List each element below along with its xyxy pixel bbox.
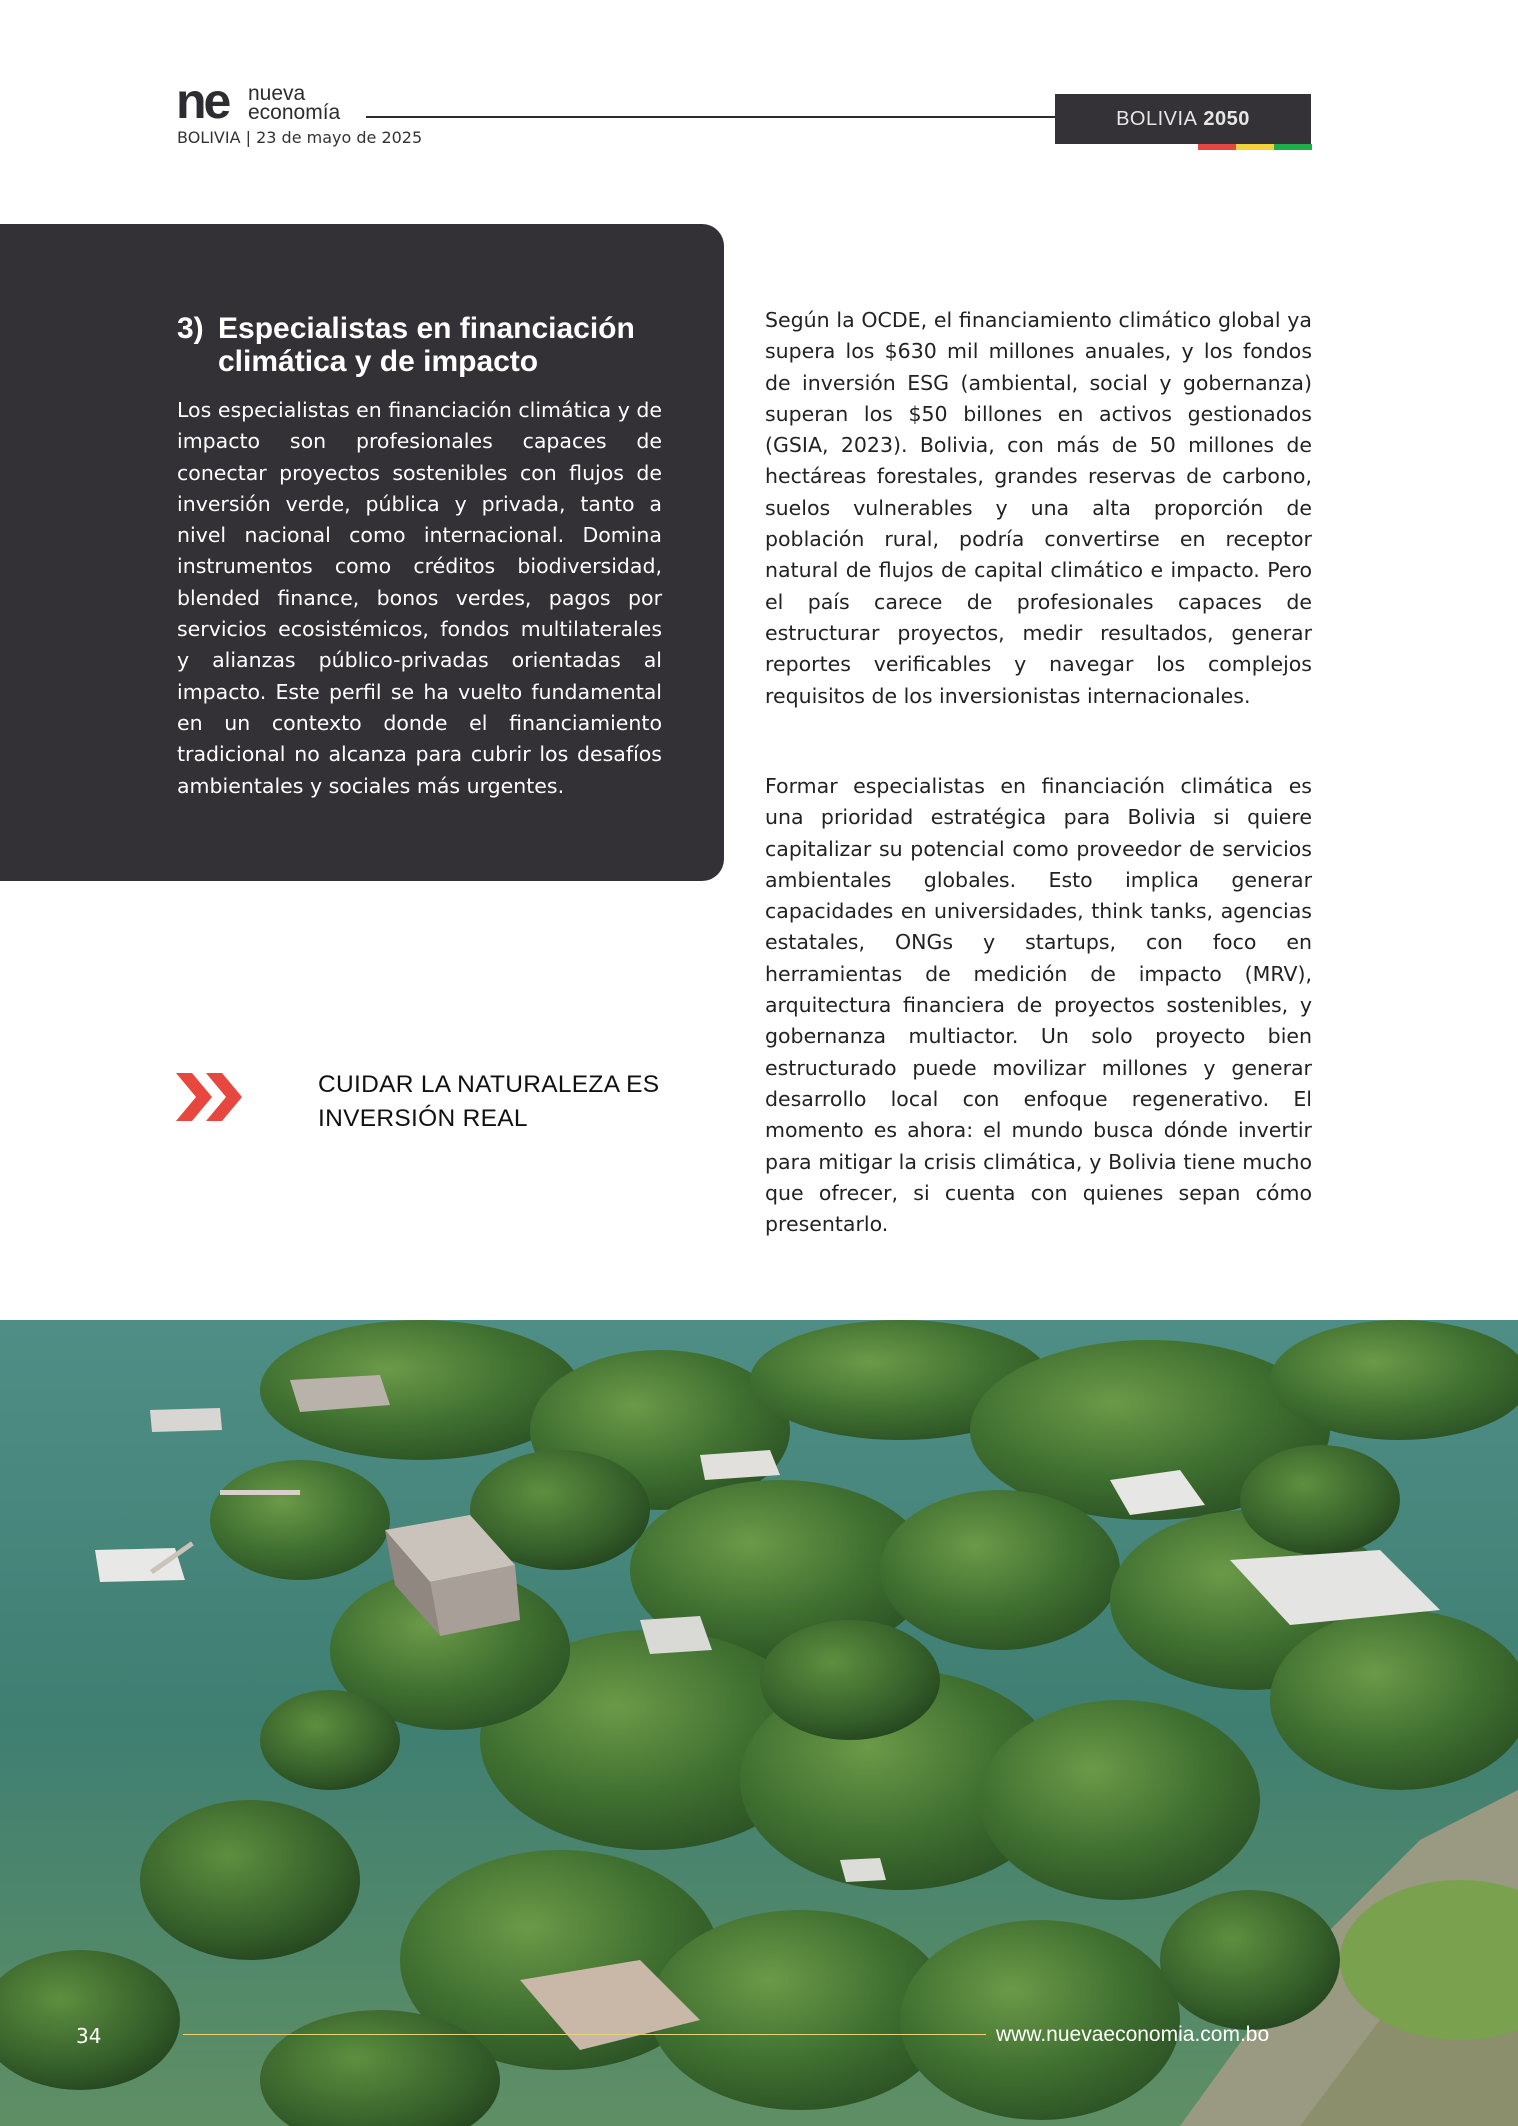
pull-quote-line-2: INVERSIÓN REAL (318, 1105, 528, 1132)
section-body: Los especialistas en financiación climática y de impacto son profesionales capaces de conectar proyectos sostenibles con flujos de inversión verde, pública y privada, tanto a nivel nacional como internacional. Domina instrumentos como créditos biodiversidad, blended finance, bonos verdes, pagos por servicios ecosistémicos, fondos multilaterales y alianzas público-privadas orientadas al impacto. Este perfil se ha vuelto fundamental en un contexto donde el financiamiento tradicional no alcanza para cubrir los desafíos ambientales y sociales más urgentes. (177, 398, 662, 798)
flooded-homes-aerial-photo (0, 1320, 1518, 2126)
article-paragraph-1: Según la OCDE, el financiamiento climático global ya supera los $630 mil millones anuales, y los fondos de inversión ESG (ambiental, social y gobernanza) superan los $50 billones en activos gestionados (GSIA, 2023). Bolivia, con más de 50 millones de hectáreas forestales, grandes reservas de carbono, suelos vulnerables y una alta proporción de población rural, podría convertirse en receptor natural de flujos de capital climático e impacto. Pero el país carece de profesionales capaces de estructurar proyectos, medir resultados, generar reportes verificables y navegar los complejos requisitos de los inversionistas internacionales. (765, 308, 1312, 708)
publication-logo (176, 73, 356, 129)
series-tag (1055, 94, 1311, 144)
dateline: BOLIVIA | 23 de mayo de 2025 (177, 128, 423, 147)
flag-stripe-green (1274, 144, 1312, 150)
flag-stripe-red (1198, 144, 1236, 150)
flag-stripe-yellow (1236, 144, 1274, 150)
double-chevron-icon (176, 1073, 246, 1121)
logo-line-1: nueva (248, 82, 306, 105)
section-number: 3) (177, 312, 204, 345)
section-title: Especialistas en financiación climática y de impacto (218, 312, 635, 378)
footer-divider (183, 2034, 986, 2035)
series-tag-year: 2050 (1203, 107, 1250, 130)
header-divider (366, 116, 1056, 118)
pull-quote-line-1: CUIDAR LA NATURALEZA ES (318, 1071, 660, 1098)
chevron-left-part (176, 1073, 212, 1121)
website-link[interactable]: www.nuevaeconomia.com.bo (996, 2023, 1270, 2046)
logo-mark: ne (176, 73, 229, 129)
logo-line-2: economía (248, 101, 341, 124)
logo-wordmark (248, 84, 340, 122)
article-paragraph-2: Formar especialistas en financiación climática es una prioridad estratégica para Bolivia si quiere capitalizar su potencial como proveedor de servicios ambientales globales. Esto implica generar capacidades en universidades, think tanks, agencias estatales, ONGs y startups, con foco en herramientas de medición de impacto (MRV), arquitectura financiera de proyectos sostenibles, y gobernanza multiactor. Un solo proyecto bien estructurado puede movilizar millones y generar desarrollo local con enfoque regenerativo. El momento es ahora: el mundo busca dónde invertir para mitigar la crisis climática, y Bolivia tiene mucho que ofrecer, si cuenta con quienes sepan cómo presentarlo. (765, 774, 1312, 1237)
pull-quote (318, 1068, 718, 1136)
page-number: 34 (76, 2024, 102, 2048)
series-tag-word: BOLIVIA (1116, 107, 1198, 130)
